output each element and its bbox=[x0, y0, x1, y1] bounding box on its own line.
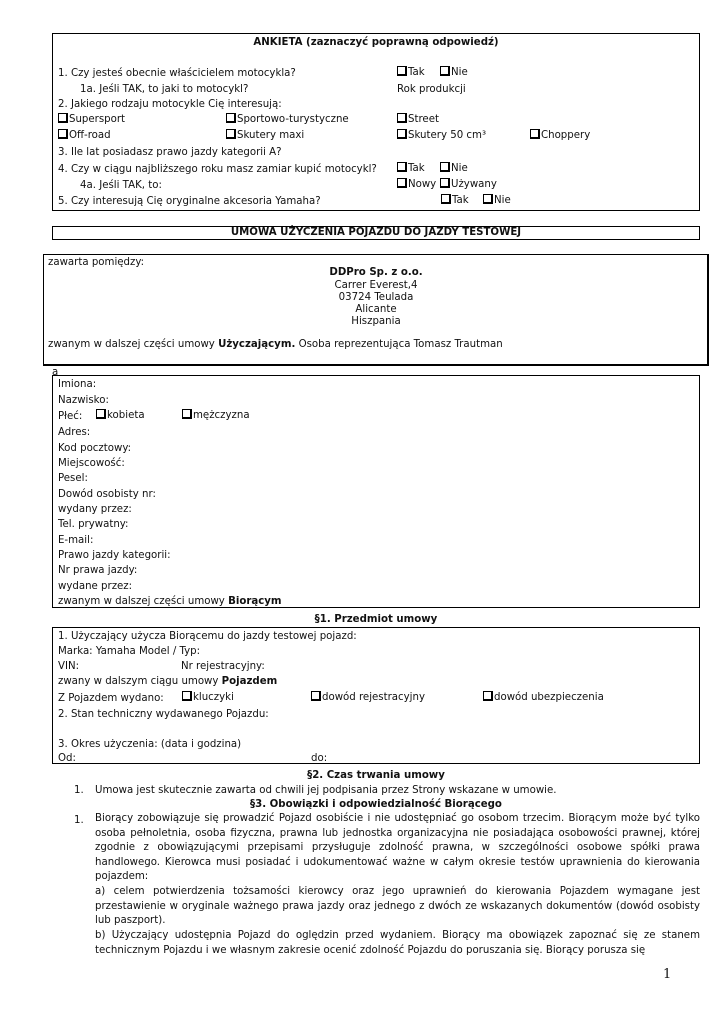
checkbox-icon[interactable] bbox=[96, 409, 106, 419]
lender-address2: 03724 Teulada bbox=[338, 292, 414, 303]
field-plec: Płeć: bbox=[58, 411, 83, 422]
checkbox-icon[interactable] bbox=[483, 194, 493, 204]
s3-paragraph-a: a) celem potwierdzenia tożsamości kierowcy oraz jego uprawnień do kierowania Pojazdem wymagane jest przestawienie w oryginale ważnego prawa jazdy oraz jednego z dwóch ze wskazanych dokumentów (dowód osobisty lub paszport). bbox=[95, 886, 700, 927]
q4-text: 4. Czy w ciągu najbliższego roku masz zamiar kupić motocykl? bbox=[58, 164, 377, 175]
checkbox-icon[interactable] bbox=[440, 66, 450, 76]
s1-line2: 2. Stan techniczny wydawanego Pojazdu: bbox=[58, 709, 269, 720]
option-label: Supersport bbox=[69, 114, 126, 125]
option-label: Skutery 50 cm³ bbox=[408, 130, 487, 141]
q1-no-label: Nie bbox=[451, 67, 468, 78]
s2-item-text: Umowa jest skutecznie zawarta od chwili jej podpisania przez Strony wskazane w umowie. bbox=[95, 785, 557, 796]
q5-no-label: Nie bbox=[494, 195, 511, 206]
option-label: Skutery maxi bbox=[237, 130, 305, 141]
field-miejscowosc[interactable]: Miejscowość: bbox=[58, 458, 125, 469]
q5-no-option[interactable] bbox=[483, 194, 511, 207]
field-vin[interactable]: VIN: bbox=[58, 661, 80, 672]
field-adres[interactable]: Adres: bbox=[58, 427, 91, 438]
field-nazwisko[interactable]: Nazwisko: bbox=[58, 395, 109, 406]
field-nr-rej[interactable]: Nr rejestracyjny: bbox=[181, 661, 265, 672]
role-prefix: zwanym w dalszej części umowy bbox=[58, 596, 225, 607]
q1-yes-option[interactable] bbox=[397, 66, 425, 79]
role-prefix: zwany w dalszym ciągu umowy bbox=[58, 676, 219, 687]
field-tel[interactable]: Tel. prywatny: bbox=[58, 519, 129, 530]
checkbox-icon[interactable] bbox=[397, 178, 407, 188]
checkbox-icon[interactable] bbox=[58, 129, 68, 139]
lender-address1: Carrer Everest,4 bbox=[334, 280, 418, 291]
s3-item-num: 1. bbox=[74, 815, 84, 826]
q2-option-street[interactable] bbox=[397, 113, 439, 126]
q4a-used-option[interactable] bbox=[440, 178, 497, 191]
option-dowod-ubezp[interactable] bbox=[483, 691, 604, 704]
q4a-text: 4a. Jeśli TAK, to: bbox=[80, 180, 162, 191]
s3-title: §3. Obowiązki i odpowiedzialność Biorącego bbox=[250, 799, 502, 810]
option-dowod-rej[interactable] bbox=[311, 691, 425, 704]
q2-text: 2. Jakiego rodzaju motocykle Cię interesują: bbox=[58, 99, 282, 110]
option-label: Choppery bbox=[541, 130, 591, 141]
q1-text: 1. Czy jesteś obecnie właścicielem motocykla? bbox=[58, 68, 296, 79]
q1a-answer-label: Rok produkcji bbox=[397, 84, 466, 95]
checkbox-icon[interactable] bbox=[182, 691, 192, 701]
checkbox-icon[interactable] bbox=[311, 691, 321, 701]
q4-yes-label: Tak bbox=[408, 163, 425, 174]
lender-intro: zawarta pomiędzy: bbox=[48, 257, 145, 268]
q4a-new-option[interactable] bbox=[397, 178, 436, 191]
checkbox-icon[interactable] bbox=[441, 194, 451, 204]
lender-country: Hiszpania bbox=[351, 316, 401, 327]
q2-option-maxi[interactable] bbox=[226, 129, 304, 142]
q2-option-50cc[interactable] bbox=[397, 129, 486, 142]
lender-city: Alicante bbox=[355, 304, 397, 315]
checkbox-icon[interactable] bbox=[397, 113, 407, 123]
checkbox-icon[interactable] bbox=[58, 113, 68, 123]
role-name: Pojazdem bbox=[221, 676, 278, 687]
checkbox-icon[interactable] bbox=[397, 129, 407, 139]
field-nr-prawa[interactable]: Nr prawa jazdy: bbox=[58, 565, 138, 576]
checkbox-icon[interactable] bbox=[182, 409, 192, 419]
q1-yes-label: Tak bbox=[408, 67, 425, 78]
field-pesel[interactable]: Pesel: bbox=[58, 473, 88, 484]
field-imiona[interactable]: Imiona: bbox=[58, 379, 97, 390]
gender-male-label: mężczyzna bbox=[193, 410, 250, 421]
field-wydany[interactable]: wydany przez: bbox=[58, 504, 132, 515]
dowod-ubezp-label: dowód ubezpieczenia bbox=[494, 692, 604, 703]
field-dowod[interactable]: Dowód osobisty nr: bbox=[58, 489, 156, 500]
option-label: Off-road bbox=[69, 130, 111, 141]
contract-title: UMOWA UŻYCZENIA POJAZDU DO JAZDY TESTOWEJ bbox=[230, 227, 522, 238]
field-marka[interactable]: Marka: Yamaha Model / Typ: bbox=[58, 646, 201, 657]
field-wydane[interactable]: wydane przez: bbox=[58, 581, 133, 592]
s1-line3: 3. Okres użyczenia: (data i godzina) bbox=[58, 739, 242, 750]
q2-option-sport-touring[interactable] bbox=[226, 113, 349, 126]
q4a-used-label: Używany bbox=[451, 179, 497, 190]
s1-title: §1. Przedmiot umowy bbox=[314, 614, 438, 625]
q3-text: 3. Ile lat posiadasz prawo jazdy kategorii A? bbox=[58, 147, 282, 158]
q1a-text: 1a. Jeśli TAK, to jaki to motocykl? bbox=[80, 84, 249, 95]
gender-male-option[interactable] bbox=[182, 409, 250, 422]
q4a-new-label: Nowy bbox=[408, 179, 437, 190]
q1-no-option[interactable] bbox=[440, 66, 468, 79]
lender-role bbox=[48, 338, 503, 351]
kluczyki-label: kluczyki bbox=[193, 692, 234, 703]
s2-title: §2. Czas trwania umowy bbox=[307, 770, 445, 781]
borrower-role bbox=[58, 595, 282, 608]
s1-vehicle-role bbox=[58, 675, 277, 688]
field-kategoria[interactable]: Prawo jazdy kategorii: bbox=[58, 550, 171, 561]
q2-option-offroad[interactable] bbox=[58, 129, 111, 142]
s1-line1: 1. Użyczający użycza Biorącemu do jazdy testowej pojazd: bbox=[58, 631, 357, 642]
page-number: 1 bbox=[663, 967, 672, 982]
q4-no-option[interactable] bbox=[440, 162, 468, 175]
checkbox-icon[interactable] bbox=[530, 129, 540, 139]
gender-female-label: kobieta bbox=[107, 410, 145, 421]
q5-yes-option[interactable] bbox=[441, 194, 469, 207]
s1-wydano: Z Pojazdem wydano: bbox=[58, 693, 164, 704]
role-prefix: zwanym w dalszej części umowy bbox=[48, 339, 215, 350]
option-label: Street bbox=[408, 114, 439, 125]
q2-option-choppery[interactable] bbox=[530, 129, 590, 142]
s3-paragraph-b: b) Użyczający udostępnia Pojazd do oględzin przed wydaniem. Biorący ma obowiązek zapoznać się ze stanem technicznym Pojazdu i we własnym zakresie ocenić zdolność Pojazdu do poruszania się. Biorący porusza się bbox=[95, 930, 700, 956]
gender-female-option[interactable] bbox=[96, 409, 145, 422]
lender-company: DDPro Sp. z o.o. bbox=[329, 267, 423, 278]
checkbox-icon[interactable] bbox=[226, 113, 236, 123]
checkbox-icon[interactable] bbox=[440, 178, 450, 188]
and-label: a bbox=[52, 367, 59, 378]
q4-yes-option[interactable] bbox=[397, 162, 425, 175]
field-email[interactable]: E-mail: bbox=[58, 535, 94, 546]
s3-paragraph-1: Biorący zobowiązuje się prowadzić Pojazd osobiście i nie udostępniać go osobom trzecim. Biorącym może być tylko osoba pełnoletnia, osoba fizyczna, prawna lub jednostka organizacyjna nie posiadająca osobowości prawnej, której zgodnie z obowiązującymi przepisami przysługuje zdolność prawna, w szczególności osobowe spółki prawa handlowego. Kierowca musi posiadać i udokumentować ważne w całym okresie testów uprawnienia do kierowania pojazdem: bbox=[95, 813, 700, 883]
checkbox-icon[interactable] bbox=[226, 129, 236, 139]
field-od[interactable]: Od: bbox=[58, 753, 76, 764]
option-label: Sportowo-turystyczne bbox=[237, 114, 349, 125]
checkbox-icon[interactable] bbox=[397, 162, 407, 172]
option-kluczyki[interactable] bbox=[182, 691, 234, 704]
survey-title: ANKIETA (zaznaczyć poprawną odpowiedź) bbox=[253, 37, 499, 48]
q2-option-supersport[interactable] bbox=[58, 113, 125, 126]
field-kod[interactable]: Kod pocztowy: bbox=[58, 443, 132, 454]
checkbox-icon[interactable] bbox=[397, 66, 407, 76]
s2-item-num: 1. bbox=[74, 785, 84, 796]
checkbox-icon[interactable] bbox=[483, 691, 493, 701]
field-do[interactable]: do: bbox=[311, 753, 328, 764]
dowod-rej-label: dowód rejestracyjny bbox=[322, 692, 425, 703]
role-suffix: Osoba reprezentująca Tomasz Trautman bbox=[298, 339, 503, 350]
q5-text: 5. Czy interesują Cię oryginalne akcesoria Yamaha? bbox=[58, 196, 321, 207]
role-name: Biorącym bbox=[228, 596, 282, 607]
checkbox-icon[interactable] bbox=[440, 162, 450, 172]
q5-yes-label: Tak bbox=[452, 195, 469, 206]
q4-no-label: Nie bbox=[451, 163, 468, 174]
role-name: Użyczającym. bbox=[218, 339, 296, 350]
